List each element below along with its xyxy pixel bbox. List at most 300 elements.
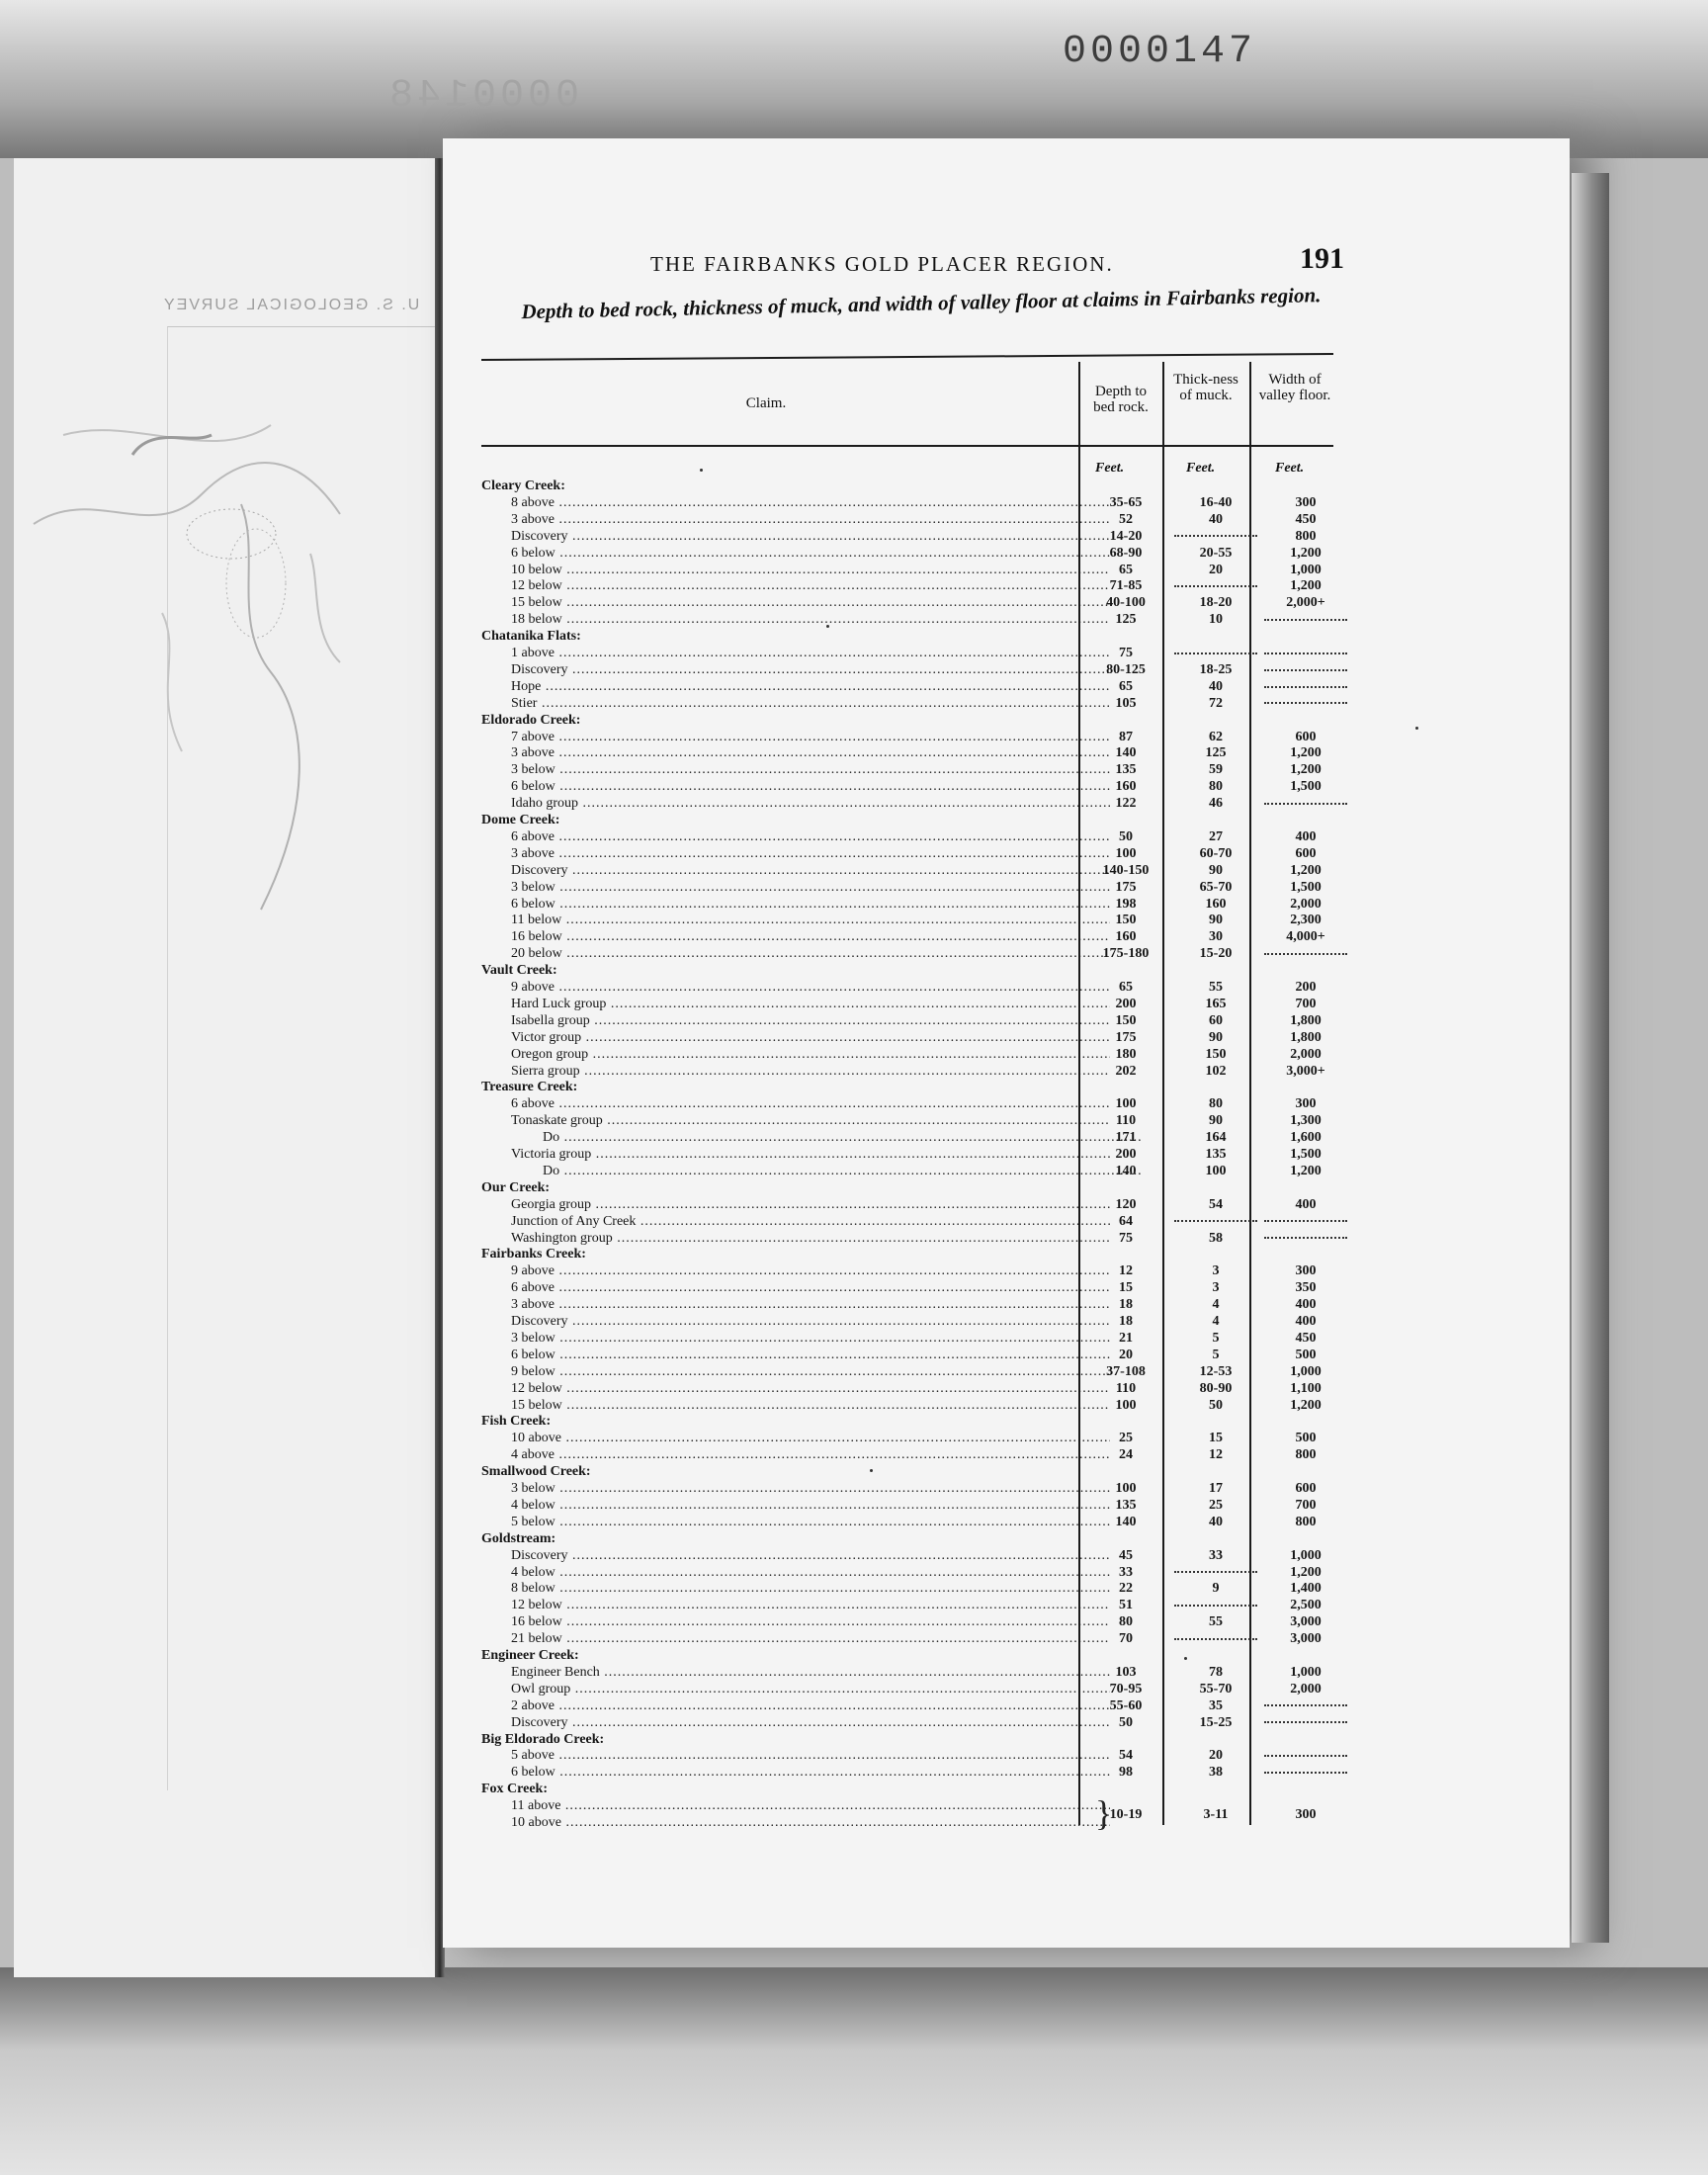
width-value: 300 (1295, 1096, 1317, 1112)
table-row (481, 996, 1343, 1012)
claim-name: Engineer Bench ..... (481, 1664, 1110, 1681)
width-value: 2,300 (1290, 913, 1322, 928)
thickness-value: 18-20 (1199, 595, 1233, 611)
claim-name: 5 above ..... (481, 1747, 1110, 1764)
claim-name: Discovery ..... (481, 862, 1110, 879)
width-value: 400 (1295, 828, 1317, 844)
depth-value: 135 (1115, 1497, 1137, 1513)
print-speck (826, 625, 829, 628)
depth-value: 12 (1119, 1263, 1133, 1279)
empty-cell-dots (1262, 611, 1349, 628)
table-row (481, 1797, 1343, 1822)
thickness-value: 55 (1209, 980, 1223, 995)
thickness-value: 40 (1209, 678, 1223, 694)
width-value: 450 (1295, 1330, 1317, 1346)
thickness-value: 3 (1212, 1280, 1220, 1296)
depth-value: 50 (1119, 1714, 1133, 1730)
claim-name: Victoria group ..... (481, 1146, 1110, 1163)
leader-dots (1264, 1721, 1347, 1723)
table-row (481, 1029, 1343, 1046)
depth-value: 202 (1115, 1063, 1137, 1079)
leader-dots (1264, 1755, 1347, 1757)
width-value: 2,500 (1290, 1598, 1322, 1613)
table-row (481, 1129, 1343, 1146)
table-row (481, 879, 1343, 896)
scan-stamp-number: 0000147 (1063, 30, 1257, 74)
table-row (481, 912, 1343, 928)
depth-value: 18 (1119, 1297, 1133, 1313)
left-page-map-bleed (14, 395, 435, 1088)
claim-name: 11 above ..... (481, 1797, 1110, 1814)
thickness-value: 40 (1209, 511, 1223, 527)
width-value: 350 (1295, 1280, 1317, 1296)
table-row (481, 1514, 1343, 1530)
empty-cell-dots (1262, 678, 1349, 695)
table-row (481, 979, 1343, 996)
claim-name: Do ..... (481, 1129, 1142, 1146)
depth-value: 175-180 (1102, 946, 1150, 962)
width-value: 1,000 (1290, 1547, 1322, 1563)
table-row (481, 1213, 1343, 1230)
claim-name: Stier ..... (481, 695, 1110, 712)
width-value: 700 (1295, 1497, 1317, 1513)
thickness-value: 90 (1209, 862, 1223, 878)
claim-name: Tonaskate group ..... (481, 1112, 1110, 1129)
thickness-value: 27 (1209, 828, 1223, 844)
table-row (481, 729, 1343, 745)
claim-name: Discovery ..... (481, 1714, 1110, 1731)
claim-name: 7 above ..... (481, 729, 1110, 745)
leader-dots (1264, 1237, 1347, 1239)
thickness-value: 164 (1205, 1130, 1227, 1146)
thickness-value: 50 (1209, 1397, 1223, 1413)
width-value: 800 (1295, 1514, 1317, 1529)
width-value: 1,200 (1290, 1397, 1322, 1413)
leader-dots (1264, 1772, 1347, 1774)
creek-heading: Cleary Creek: (481, 478, 565, 493)
depth-value: 14-20 (1109, 528, 1143, 544)
claim-name: Junction of Any Creek ..... (481, 1213, 1110, 1230)
thickness-value: 46 (1209, 796, 1223, 812)
depth-value: 70-95 (1109, 1681, 1143, 1696)
table-row (481, 1681, 1343, 1697)
table-group-row (481, 1647, 1343, 1664)
width-value: 1,400 (1290, 1581, 1322, 1597)
depth-value: 105 (1115, 695, 1137, 711)
creek-heading: Dome Creek: (481, 813, 560, 827)
width-value: 800 (1295, 528, 1317, 544)
table-row (481, 1597, 1343, 1613)
table-row (481, 1163, 1343, 1179)
empty-cell-dots (1262, 945, 1349, 962)
claim-name: 18 below ..... (481, 611, 1110, 628)
table-row (481, 828, 1343, 845)
depth-value: 80-125 (1106, 661, 1146, 677)
table-row (481, 896, 1343, 913)
thickness-value: 60 (1209, 1012, 1223, 1028)
table-row (481, 1564, 1343, 1581)
depth-value: 75 (1119, 646, 1133, 660)
depth-value: 122 (1115, 796, 1137, 812)
claim-name: 16 below ..... (481, 1613, 1110, 1630)
claim-name: 20 below ..... (481, 945, 1110, 962)
table-row (481, 1764, 1343, 1781)
thickness-value: 80 (1209, 1096, 1223, 1112)
table-row (481, 1397, 1343, 1414)
claim-name: 3 above ..... (481, 845, 1110, 862)
claim-name: 6 above ..... (481, 1279, 1110, 1296)
empty-cell-dots (1173, 1630, 1258, 1647)
leader-dots (1264, 1220, 1347, 1222)
leader-dots (1264, 652, 1347, 654)
claim-name: 6 above ..... (481, 828, 1110, 845)
claim-name: 3 below ..... (481, 1480, 1110, 1497)
depth-value: 22 (1119, 1581, 1133, 1597)
unit-label-thickness: Feet. (1186, 461, 1216, 476)
empty-cell-dots (1262, 661, 1349, 678)
empty-cell-dots (1262, 795, 1349, 812)
thickness-value: 5 (1212, 1347, 1220, 1362)
claim-name: Georgia group ..... (481, 1196, 1110, 1213)
depth-value: 180 (1115, 1046, 1137, 1062)
claim-name: 3 above ..... (481, 744, 1110, 761)
empty-cell-dots (1262, 1747, 1349, 1764)
width-value: 3,000 (1290, 1614, 1322, 1630)
thickness-value: 90 (1209, 1029, 1223, 1045)
depth-value: 100 (1115, 1481, 1137, 1496)
thickness-value: 100 (1205, 1163, 1227, 1178)
width-value: 1,000 (1290, 562, 1322, 577)
depth-value: 50 (1119, 828, 1133, 844)
leader-dots (1174, 1638, 1257, 1640)
width-value: 1,500 (1290, 879, 1322, 895)
thickness-value: 102 (1205, 1063, 1227, 1079)
thickness-value: 17 (1209, 1481, 1223, 1496)
width-value: 1,000 (1290, 1664, 1322, 1680)
column-header-width: Width of valley floor. (1258, 372, 1331, 403)
depth-value: 54 (1119, 1748, 1133, 1764)
table-row (481, 594, 1343, 611)
width-value: 1,200 (1290, 578, 1322, 594)
leader-dots (1264, 686, 1347, 688)
thickness-value: 90 (1209, 1113, 1223, 1129)
depth-value: 55-60 (1109, 1697, 1143, 1713)
claim-name: Owl group ..... (481, 1681, 1110, 1697)
column-header-claim: Claim. (745, 395, 787, 411)
empty-cell-dots (1173, 528, 1258, 545)
depth-value: 100 (1115, 845, 1137, 861)
thickness-value: 15-25 (1199, 1714, 1233, 1730)
table-row (481, 1480, 1343, 1497)
depth-value: 45 (1119, 1547, 1133, 1563)
table-row (481, 1095, 1343, 1112)
leader-dots (1174, 652, 1257, 654)
thickness-value: 3-11 (1203, 1806, 1229, 1822)
claim-name: 9 above ..... (481, 979, 1110, 996)
claim-name: Washington group ..... (481, 1230, 1110, 1247)
thickness-value: 12 (1209, 1447, 1223, 1463)
claim-name: 3 above ..... (481, 1296, 1110, 1313)
claim-name: 4 below ..... (481, 1497, 1110, 1514)
claim-name: 8 above ..... (481, 494, 1110, 511)
depth-value: 64 (1119, 1213, 1133, 1229)
depth-value: 110 (1115, 1380, 1137, 1396)
claim-name: Sierra group ..... (481, 1063, 1110, 1080)
creek-heading: Fish Creek: (481, 1414, 552, 1430)
width-value: 1,800 (1290, 1012, 1322, 1028)
leader-dots (1174, 1605, 1257, 1607)
depth-value: 25 (1119, 1431, 1133, 1446)
creek-heading: Goldstream: (481, 1530, 556, 1546)
claim-name: 3 below ..... (481, 761, 1110, 778)
creek-heading: Our Creek: (481, 1179, 551, 1195)
table-row (481, 744, 1343, 761)
creek-heading: Chatanika Flats: (481, 629, 581, 645)
width-value: 3,000 (1290, 1631, 1322, 1647)
thickness-value: 160 (1205, 896, 1227, 912)
table-row (481, 761, 1343, 778)
depth-value: 160 (1115, 929, 1137, 945)
claim-name: Discovery ..... (481, 528, 1110, 545)
depth-value: 15 (1119, 1280, 1133, 1296)
width-value: 1,100 (1290, 1380, 1322, 1396)
creek-heading: Fox Creek: (481, 1782, 548, 1797)
creek-heading: Smallwood Creek: (481, 1464, 591, 1480)
table-row (481, 845, 1343, 862)
print-speck (700, 469, 703, 472)
claim-name: 12 below ..... (481, 577, 1110, 594)
claim-name: 10 above ..... (481, 1814, 1110, 1831)
claim-name: 8 below ..... (481, 1580, 1110, 1597)
claim-name: 11 below ..... (481, 912, 1110, 928)
depth-value: 52 (1119, 511, 1133, 527)
empty-cell-dots (1173, 577, 1258, 594)
depth-value: 40-100 (1106, 595, 1146, 611)
thickness-value: 18-25 (1199, 661, 1233, 677)
table-row (481, 1330, 1343, 1347)
claim-name: 10 below ..... (481, 562, 1110, 578)
depth-value: 68-90 (1109, 545, 1143, 561)
table-group-row (481, 1079, 1343, 1095)
table-title: Depth to bed rock, thickness of muck, and width of valley floor at claims in Fairbanks region. (521, 283, 1322, 324)
table-group-row (481, 1781, 1343, 1797)
thickness-value: 165 (1205, 996, 1227, 1011)
table-row (481, 778, 1343, 795)
table-group-row (481, 478, 1343, 494)
table-group-row (481, 1530, 1343, 1547)
thickness-value: 55-70 (1199, 1681, 1233, 1696)
table-row (481, 494, 1343, 511)
table-row (481, 1112, 1343, 1129)
claim-name: Do ..... (481, 1163, 1142, 1179)
leader-dots (1174, 1220, 1257, 1222)
width-value: 500 (1295, 1347, 1317, 1362)
thickness-value: 10 (1209, 612, 1223, 628)
depth-value: 65 (1119, 562, 1133, 577)
depth-value: 65 (1119, 678, 1133, 694)
claim-name: 4 above ..... (481, 1446, 1110, 1463)
leader-dots (1264, 1704, 1347, 1706)
thickness-value: 16-40 (1199, 494, 1233, 510)
thickness-value: 12-53 (1199, 1363, 1233, 1379)
table-row (481, 945, 1343, 962)
depth-value: 120 (1115, 1196, 1137, 1212)
creek-heading: Treasure Creek: (481, 1080, 578, 1095)
depth-value: 140-150 (1102, 862, 1150, 878)
empty-cell-dots (1173, 1564, 1258, 1581)
table-row (481, 1446, 1343, 1463)
depth-value: 80 (1119, 1614, 1133, 1630)
depth-value: 37-108 (1106, 1363, 1146, 1379)
width-value: 2,000 (1290, 896, 1322, 912)
table-group-row (481, 1179, 1343, 1196)
thickness-value: 35 (1209, 1697, 1223, 1713)
thickness-value: 90 (1209, 913, 1223, 928)
thickness-value: 80-90 (1199, 1380, 1233, 1396)
table-row (481, 562, 1343, 578)
claim-name: 12 below ..... (481, 1597, 1110, 1613)
width-value: 1,200 (1290, 762, 1322, 778)
creek-heading: Engineer Creek: (481, 1648, 579, 1663)
left-page (14, 158, 437, 1977)
depth-value: 18 (1119, 1314, 1133, 1329)
claim-name: 4 below ..... (481, 1564, 1110, 1581)
print-speck (870, 1469, 873, 1472)
table-row (481, 511, 1343, 528)
depth-value: 51 (1119, 1598, 1133, 1613)
depth-value: 150 (1115, 913, 1137, 928)
depth-value: 175 (1115, 879, 1137, 895)
print-speck (1415, 727, 1418, 730)
thickness-value: 60-70 (1199, 845, 1233, 861)
table-row (481, 1279, 1343, 1296)
width-value: 400 (1295, 1314, 1317, 1329)
width-value: 400 (1295, 1297, 1317, 1313)
depth-value: 100 (1115, 1397, 1137, 1413)
claim-name: Discovery ..... (481, 1547, 1110, 1564)
claim-name: 10 above ..... (481, 1430, 1110, 1446)
leader-dots (1264, 803, 1347, 805)
thickness-value: 59 (1209, 762, 1223, 778)
table-row (481, 1547, 1343, 1564)
depth-value: 21 (1119, 1330, 1133, 1346)
thickness-value: 25 (1209, 1497, 1223, 1513)
thickness-value: 33 (1209, 1547, 1223, 1563)
depth-value: 140 (1115, 745, 1137, 761)
thickness-value: 5 (1212, 1330, 1220, 1346)
width-value: 1,500 (1290, 779, 1322, 795)
unit-label-width: Feet. (1275, 461, 1305, 476)
table-row (481, 611, 1343, 628)
creek-heading: Big Eldorado Creek: (481, 1731, 605, 1747)
table-row (481, 1347, 1343, 1363)
claim-name: 15 below ..... (481, 594, 1110, 611)
empty-cell-dots (1262, 645, 1349, 661)
table-row (481, 1714, 1343, 1731)
width-value: 2,000 (1290, 1681, 1322, 1696)
page-number: 191 (1300, 242, 1344, 275)
depth-value: 71-85 (1109, 578, 1143, 594)
claim-name: 1 above ..... (481, 645, 1110, 661)
depth-value: 24 (1119, 1447, 1133, 1463)
left-page-mirrored-header: U. S. GEOLOGICAL SURVEY (162, 297, 420, 313)
leader-dots (1264, 669, 1347, 671)
table-row (481, 1497, 1343, 1514)
claim-name: Hope ..... (481, 678, 1110, 695)
table-row (481, 1630, 1343, 1647)
width-value: 500 (1295, 1431, 1317, 1446)
depth-value: 160 (1115, 779, 1137, 795)
unit-label-depth: Feet. (1095, 461, 1125, 476)
depth-value: 175 (1115, 1029, 1137, 1045)
table-group-row (481, 628, 1343, 645)
empty-cell-dots (1173, 1597, 1258, 1613)
table-row (481, 1430, 1343, 1446)
creek-heading: Fairbanks Creek: (481, 1247, 586, 1262)
table-row (481, 862, 1343, 879)
width-value: 4,000+ (1286, 929, 1325, 945)
thickness-value: 54 (1209, 1196, 1223, 1212)
depth-value: 10-19 (1109, 1806, 1143, 1822)
thickness-value: 4 (1212, 1314, 1220, 1329)
depth-value: 198 (1115, 896, 1137, 912)
table-row (481, 577, 1343, 594)
thickness-value: 58 (1209, 1230, 1223, 1246)
thickness-value: 78 (1209, 1664, 1223, 1680)
empty-cell-dots (1173, 1213, 1258, 1230)
thickness-value: 72 (1209, 695, 1223, 711)
empty-cell-dots (1262, 1213, 1349, 1230)
table-row (481, 1012, 1343, 1029)
thickness-value: 4 (1212, 1297, 1220, 1313)
table-group-row (481, 962, 1343, 979)
thickness-value: 3 (1212, 1263, 1220, 1279)
depth-value: 171 (1115, 1130, 1137, 1146)
width-value: 3,000+ (1286, 1063, 1325, 1079)
thickness-value: 20-55 (1199, 545, 1233, 561)
claim-name: 9 below ..... (481, 1363, 1110, 1380)
table-row (481, 1230, 1343, 1247)
thickness-value: 55 (1209, 1614, 1223, 1630)
claim-name: Victor group ..... (481, 1029, 1110, 1046)
table-row (481, 928, 1343, 945)
table-row (481, 1747, 1343, 1764)
claim-name: 5 below ..... (481, 1514, 1110, 1530)
width-value: 600 (1295, 1481, 1317, 1496)
running-head: THE FAIRBANKS GOLD PLACER REGION. (650, 252, 1114, 276)
table-group-row (481, 1463, 1343, 1480)
leader-dots (1264, 953, 1347, 955)
width-value: 300 (1295, 1263, 1317, 1279)
thickness-value: 15-20 (1199, 946, 1233, 962)
width-value: 400 (1295, 1196, 1317, 1212)
creek-heading: Vault Creek: (481, 963, 557, 979)
claim-name: 16 below ..... (481, 928, 1110, 945)
thickness-value: 9 (1212, 1581, 1220, 1597)
width-value: 1,200 (1290, 1163, 1322, 1178)
thickness-value: 40 (1209, 1514, 1223, 1529)
width-value: 600 (1295, 845, 1317, 861)
table-row (481, 545, 1343, 562)
leader-dots (1174, 535, 1257, 537)
claim-name: 6 below ..... (481, 1347, 1110, 1363)
width-value: 1,200 (1290, 745, 1322, 761)
creek-heading: Eldorado Creek: (481, 712, 581, 728)
table-row (481, 678, 1343, 695)
row-brace: } (1095, 1793, 1113, 1833)
table-row (481, 1313, 1343, 1330)
depth-value: 87 (1119, 729, 1133, 744)
